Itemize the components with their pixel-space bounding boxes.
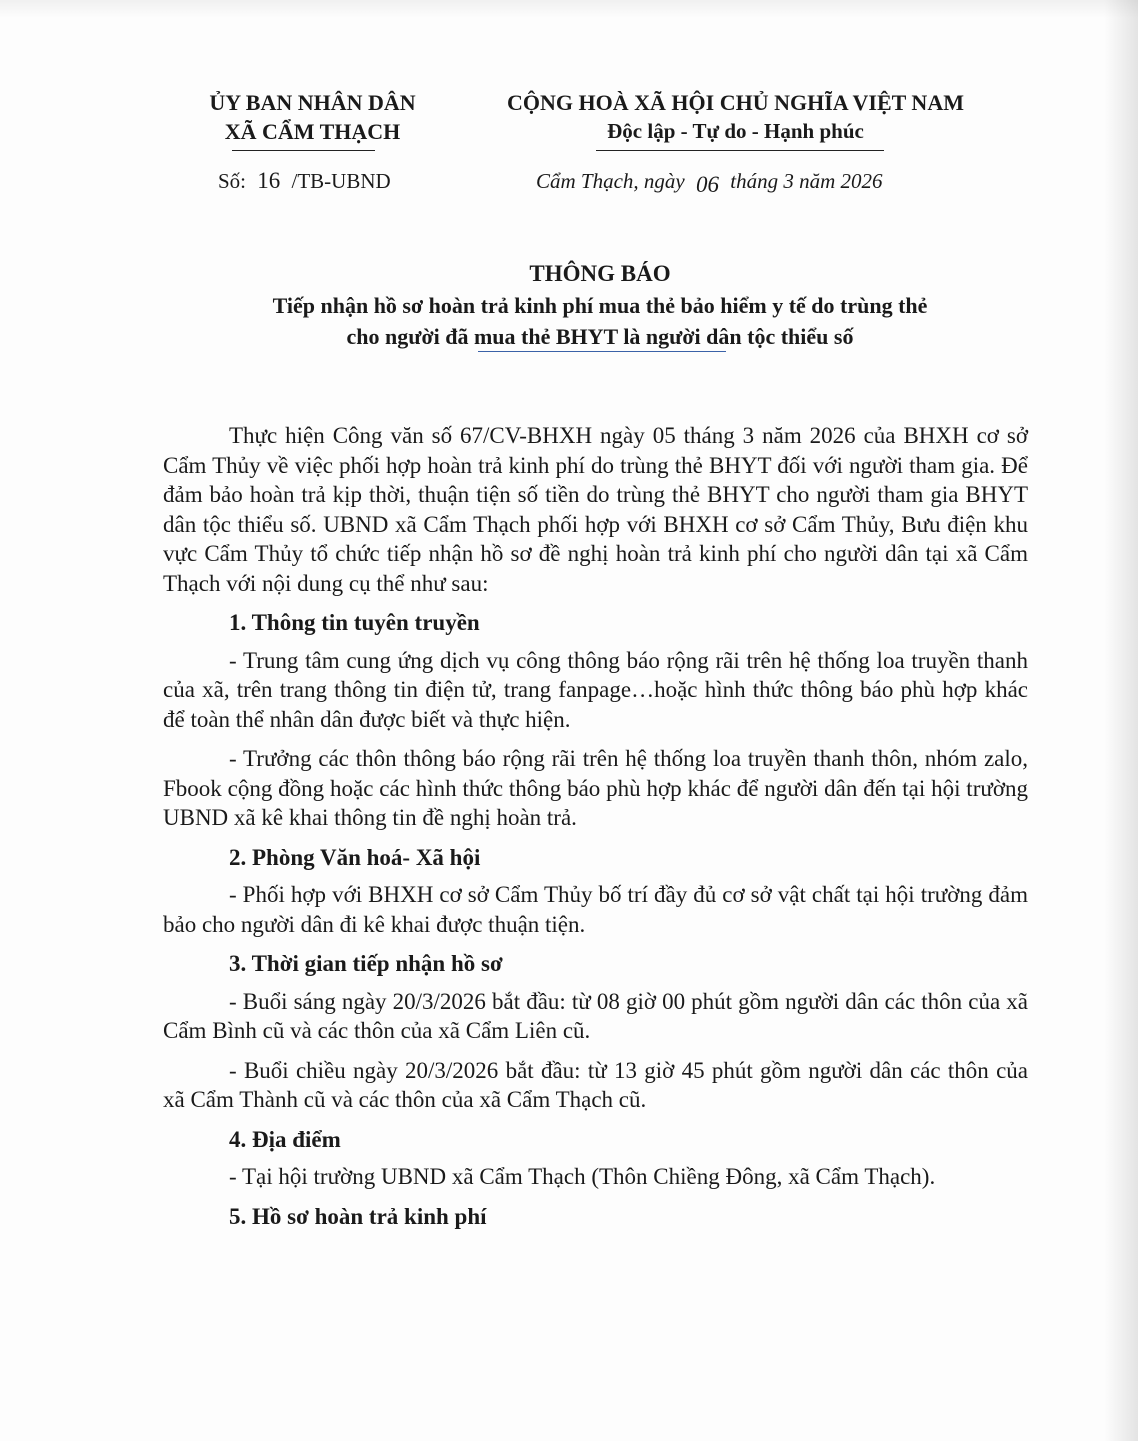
document-number xyxy=(218,168,391,194)
notice-body xyxy=(163,421,1028,1239)
intro-paragraph: Thực hiện Công văn số 67/CV-BHXH ngày 05 tháng 3 năm 2026 của BHXH cơ sở Cẩm Thủy về việc phối hợp hoàn trả kinh phí do trùng thẻ BHYT đối với người tham gia. Để đảm bảo hoàn trả kịp thời, thuận tiện số tiền do trùng thẻ BHYT cho người tham gia BHYT dân tộc thiểu số. UBND xã Cẩm Thạch phối hợp với BHXH cơ sở Cẩm Thủy, Bưu điện khu vực Cẩm Thủy tổ chức tiếp nhận hồ sơ đề nghị hoàn trả kinh phí cho người dân tại xã Cẩm Thạch với nội dung cụ thể như sau: xyxy=(163,423,1028,596)
date-day: 06 xyxy=(696,172,719,197)
section-heading-5: 5. Hồ sơ hoàn trả kinh phí xyxy=(229,1203,487,1229)
national-heading xyxy=(478,88,993,146)
doc-number-suffix: /TB-UBND xyxy=(291,169,391,193)
title-underline xyxy=(478,351,726,352)
issuing-authority xyxy=(190,88,435,146)
date-rest: tháng 3 năm 2026 xyxy=(730,169,883,193)
section-1-item-2: - Trưởng các thôn thông báo rộng rãi trên hệ thống loa truyền thanh thôn, nhóm zalo, Fbook cộng đồng hoặc các hình thức thông báo phù hợp khác để người dân đến tại hội trường UBND xã kê khai thông tin đề nghị hoàn trả. xyxy=(163,746,1028,830)
page-edge-shadow xyxy=(1104,0,1138,1441)
section-heading-2: 2. Phòng Văn hoá- Xã hội xyxy=(229,844,481,870)
section-heading-1: 1. Thông tin tuyên truyền xyxy=(229,610,480,635)
section-4-item-1: - Tại hội trường UBND xã Cẩm Thạch (Thôn Chiềng Đông, xã Cẩm Thạch). xyxy=(229,1164,936,1189)
motto-underline xyxy=(596,150,884,151)
notice-title xyxy=(140,258,1060,352)
section-1-item-1: - Trung tâm cung ứng dịch vụ công thông báo rộng rãi trên hệ thống loa truyền thanh của xã, trên trang thông tin điện tử, trang fanpage…hoặc hình thức thông báo phù hợp khác để toàn thể nhân dân được biết và thực hiện. xyxy=(163,647,1028,732)
page-top-shadow xyxy=(0,0,1138,18)
section-2-item-1: - Phối hợp với BHXH cơ sở Cẩm Thủy bố trí đầy đủ cơ sở vật chất tại hội trường đảm bảo cho người dân đi kê khai được thuận tiện. xyxy=(163,882,1028,937)
title-sub-line-1: Tiếp nhận hồ sơ hoàn trả kinh phí mua thẻ bảo hiểm y tế do trùng thẻ xyxy=(272,293,928,318)
doc-number-value: 16 xyxy=(257,168,281,193)
section-heading-4: 4. Địa điểm xyxy=(229,1126,341,1152)
doc-number-prefix: Số: xyxy=(218,169,247,193)
authority-line-2: XÃ CẨM THẠCH xyxy=(224,119,401,144)
date-place-prefix: Cẩm Thạch, ngày xyxy=(536,169,685,193)
section-3-item-2: - Buổi chiều ngày 20/3/2026 bắt đầu: từ 13 giờ 45 phút gồm người dân các thôn của xã Cẩm Thành cũ và các thôn của xã Cẩm Thạch cũ. xyxy=(163,1057,1028,1112)
national-name: CỘNG HOÀ XÃ HỘI CHỦ NGHĨA VIỆT NAM xyxy=(507,90,964,115)
section-heading-3: 3. Thời gian tiếp nhận hồ sơ xyxy=(229,951,503,976)
authority-underline xyxy=(232,150,375,151)
title-sub-line-2: cho người đã mua thẻ BHYT là người dân tộc thiểu số xyxy=(346,324,854,349)
national-motto: Độc lập - Tự do - Hạnh phúc xyxy=(607,119,864,143)
authority-line-1: ỦY BAN NHÂN DÂN xyxy=(209,90,416,115)
document-date xyxy=(536,168,883,197)
section-3-item-1: - Buổi sáng ngày 20/3/2026 bắt đầu: từ 08 giờ 00 phút gồm người dân các thôn của xã Cẩm Bình cũ và các thôn của xã Cẩm Liên cũ. xyxy=(163,988,1028,1043)
title-main: THÔNG BÁO xyxy=(529,261,671,286)
